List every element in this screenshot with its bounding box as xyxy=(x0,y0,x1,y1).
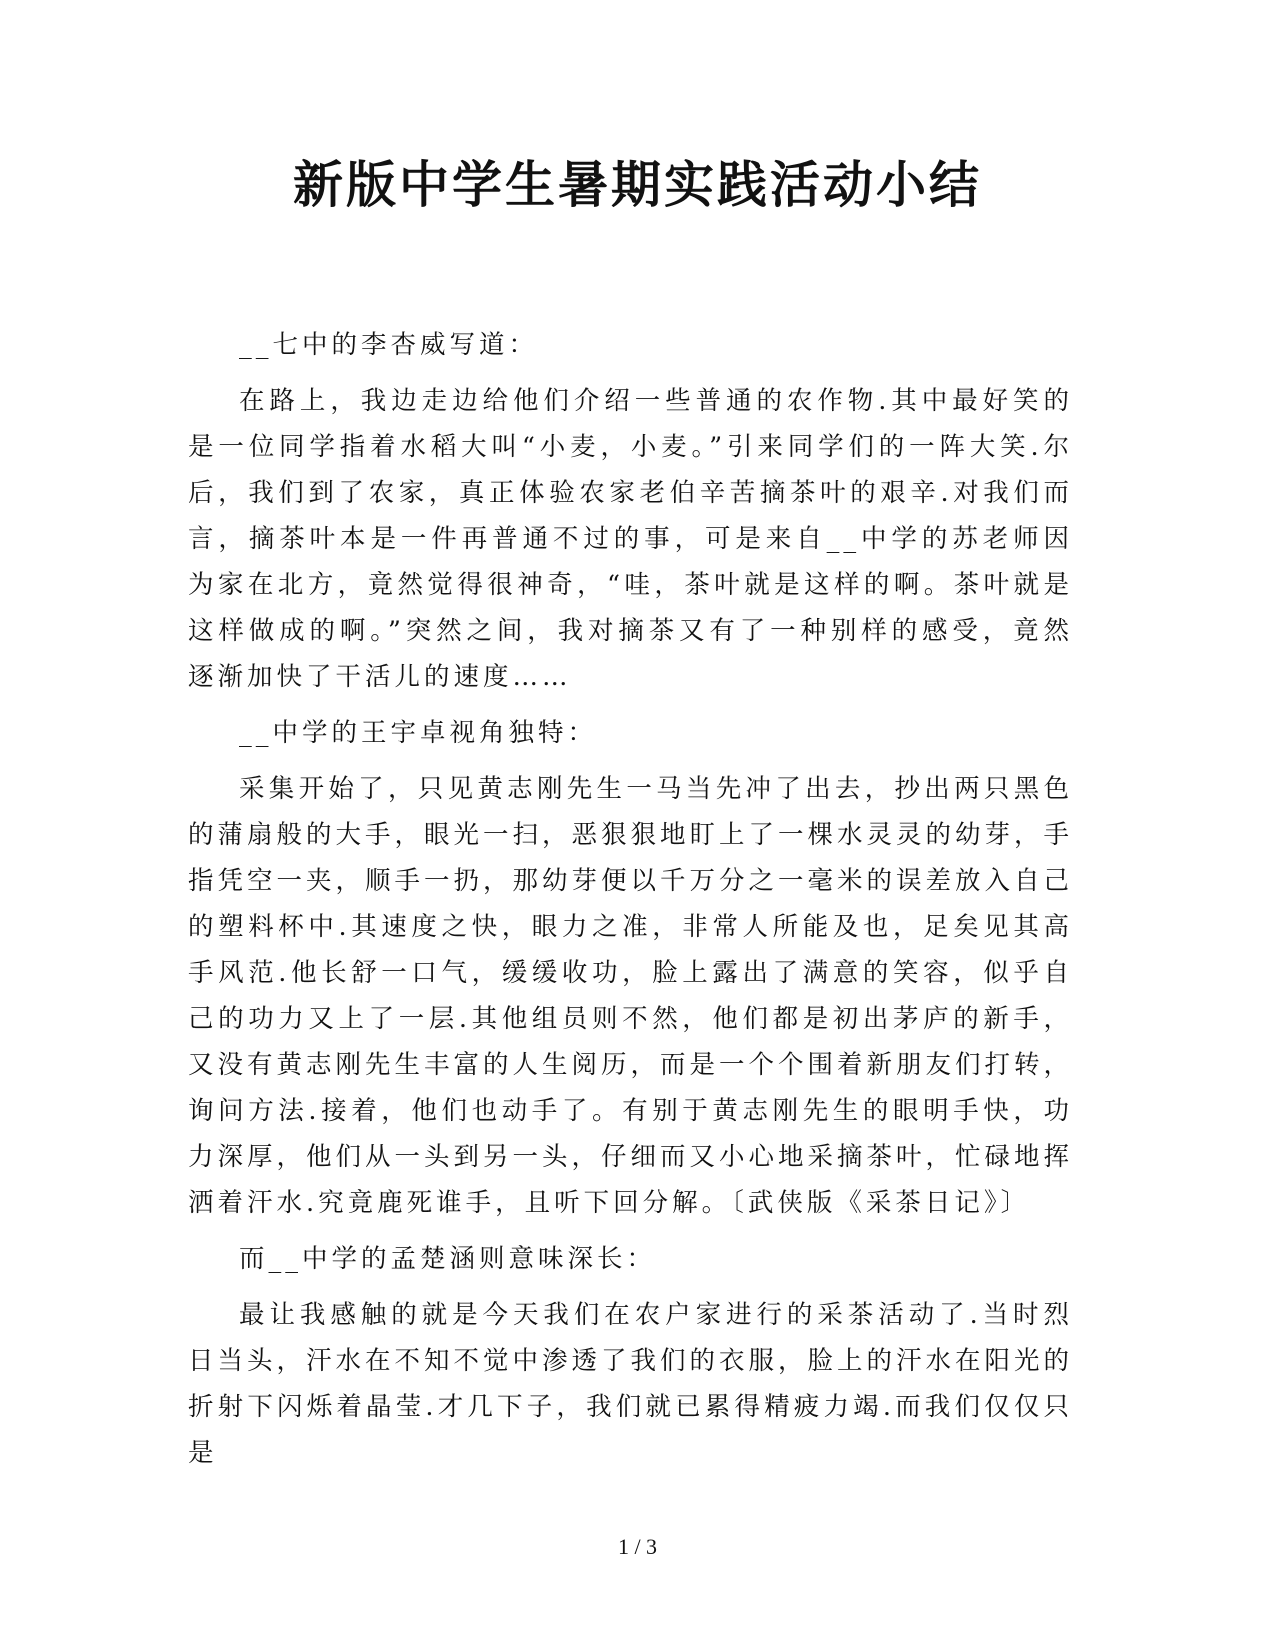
paragraph-3: __中学的王宇卓视角独特： xyxy=(239,718,598,748)
paragraph-1: __七中的李杏威写道： xyxy=(239,330,539,360)
paragraph-2: 在路上，我边走边给他们介绍一些普通的农作物.其中最好笑的是一位同学指着水稻大叫“小麦，小麦。”引来同学们的一阵大笑.尔后，我们到了农家，真正体验农家老伯辛苦摘茶叶的艰辛.对我们而言，摘茶叶本是一件再普通不过的事，可是来自__中学的苏老师因为家在北方，竟然觉得很神奇，“哇，茶叶就是这样的啊。茶叶就是这样做成的啊。”突然之间，我对摘茶又有了一种别样的感受，竟然逐渐加快了干活儿的速度…… xyxy=(188,386,1073,692)
paragraph-5: 而__中学的孟楚涵则意味深长： xyxy=(239,1244,657,1274)
page-number: 1 / 3 xyxy=(617,1534,658,1559)
paragraph-6: 最让我感触的就是今天我们在农户家进行的采茶活动了.当时烈日当头，汗水在不知不觉中渗透了我们的衣服，脸上的汗水在阳光的折射下闪烁着晶莹.才几下子，我们就已累得精疲力竭.而我们仅仅只是 xyxy=(188,1300,1074,1468)
document-body xyxy=(188,322,1073,1486)
document-title: 新版中学生暑期实践活动小结 xyxy=(293,155,982,214)
paragraph-4: 采集开始了，只见黄志刚先生一马当先冲了出去，抄出两只黑色的蒲扇般的大手，眼光一扫，恶狠狠地盯上了一棵水灵灵的幼芽，手指凭空一夹，顺手一扔，那幼芽便以千万分之一毫米的误差放入自己的塑料杯中.其速度之快，眼力之准，非常人所能及也，足矣见其高手风范.他长舒一口气，缓缓收功，脸上露出了满意的笑容，似乎自己的功力又上了一层.其他组员则不然，他们都是初出茅庐的新手，又没有黄志刚先生丰富的人生阅历，而是一个个围着新朋友们打转，询问方法.接着，他们也动手了。有别于黄志刚先生的眼明手快，功力深厚，他们从一头到另一头，仔细而又小心地采摘茶叶，忙碌地挥洒着汗水.究竟鹿死谁手，且听下回分解。〔武侠版《采茶日记》〕 xyxy=(188,774,1074,1218)
